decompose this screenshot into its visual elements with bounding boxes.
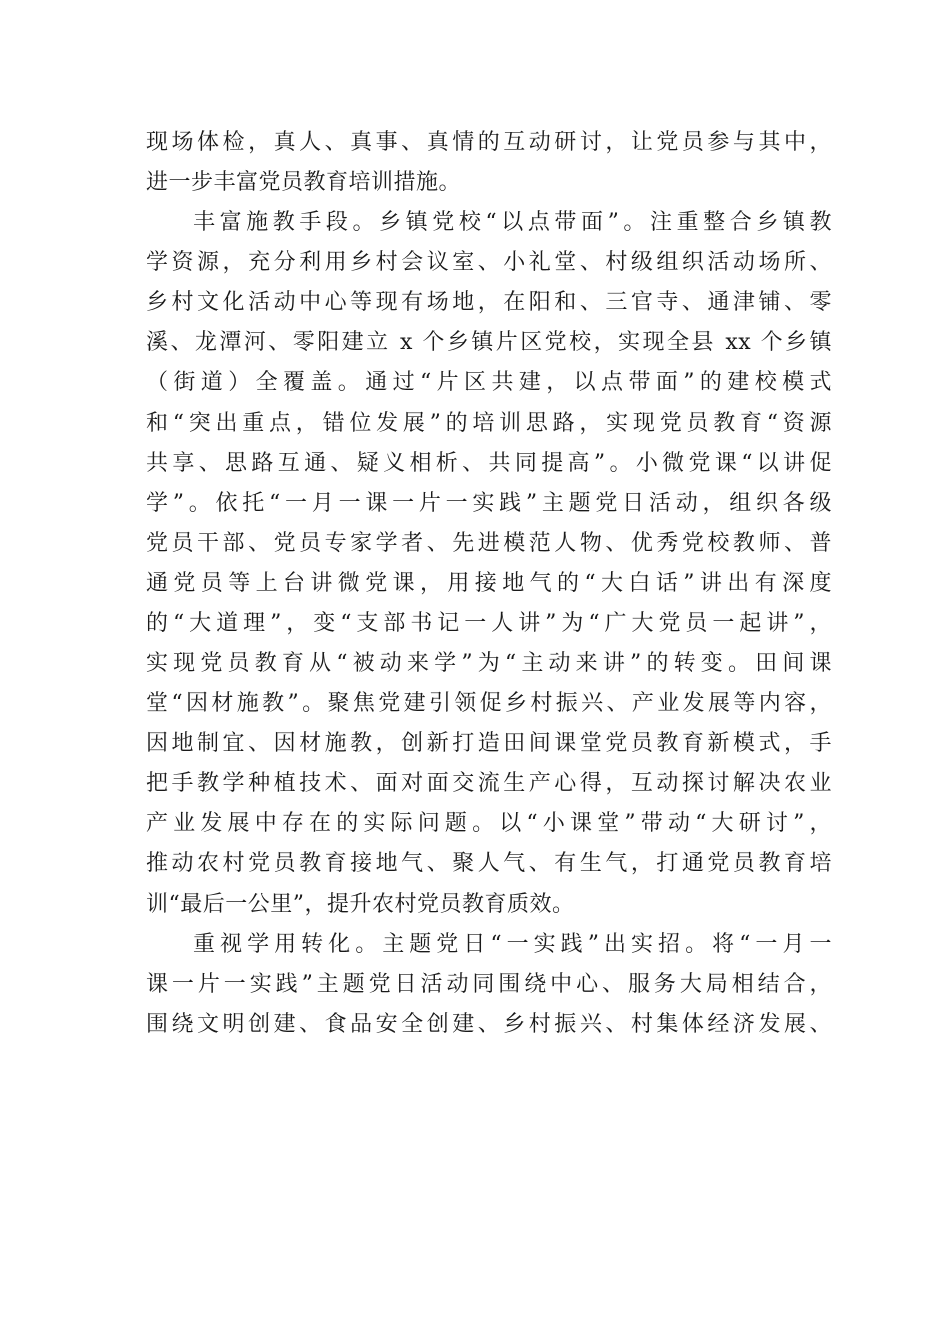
text-line: 实现党员教育从“被动来学”为“主动来讲”的转变。田间课 xyxy=(146,651,832,676)
text-line: 把手教学种植技术、面对面交流生产心得，互动探讨解决农业 xyxy=(146,771,832,796)
text-line: 乡村文化活动中心等现有场地，在阳和、三官寺、通津铺、零 xyxy=(146,290,832,315)
text-line: 共享、思路互通、疑义相析、共同提高”。小微党课“以讲促 xyxy=(146,451,832,476)
text-line: 现场体检，真人、真事、真情的互动研讨，让党员参与其中， xyxy=(146,130,832,155)
text-line: 课一片一实践”主题党日活动同围绕中心、服务大局相结合， xyxy=(146,972,832,997)
text-line: 训“最后一公里”，提升农村党员教育质效。 xyxy=(146,892,575,917)
text-line: 进一步丰富党员教育培训措施。 xyxy=(146,170,462,195)
text-line: 因地制宜、因材施教，创新打造田间课堂党员教育新模式，手 xyxy=(146,731,832,756)
text-line: （街道）全覆盖。通过“片区共建，以点带面”的建校模式 xyxy=(146,370,832,395)
text-line: 通党员等上台讲微党课，用接地气的“大白话”讲出有深度 xyxy=(146,571,832,596)
text-line: 溪、龙潭河、零阳建立 x 个乡镇片区党校，实现全县 xx 个乡镇 xyxy=(146,330,832,355)
text-line: 学资源，充分利用乡村会议室、小礼堂、村级组织活动场所、 xyxy=(146,250,832,275)
text-line: 的“大道理”，变“支部书记一人讲”为“广大党员一起讲”， xyxy=(146,611,832,636)
text-line: 丰富施教手段。乡镇党校“以点带面”。注重整合乡镇教 xyxy=(193,210,832,235)
text-line: 和“突出重点，错位发展”的培训思路，实现党员教育“资源 xyxy=(146,411,832,436)
text-line: 党员干部、党员专家学者、先进模范人物、优秀党校教师、普 xyxy=(146,531,832,556)
text-line: 围绕文明创建、食品安全创建、乡村振兴、村集体经济发展、 xyxy=(146,1012,832,1037)
text-line: 产业发展中存在的实际问题。以“小课堂”带动“大研讨”， xyxy=(146,811,832,836)
text-line: 重视学用转化。主题党日“一实践”出实招。将“一月一 xyxy=(193,932,832,957)
text-line: 堂“因材施教”。聚焦党建引领促乡村振兴、产业发展等内容， xyxy=(146,691,832,716)
text-line: 推动农村党员教育接地气、聚人气、有生气，打通党员教育培 xyxy=(146,851,832,876)
text-line: 学”。依托“一月一课一片一实践”主题党日活动，组织各级 xyxy=(146,491,832,516)
